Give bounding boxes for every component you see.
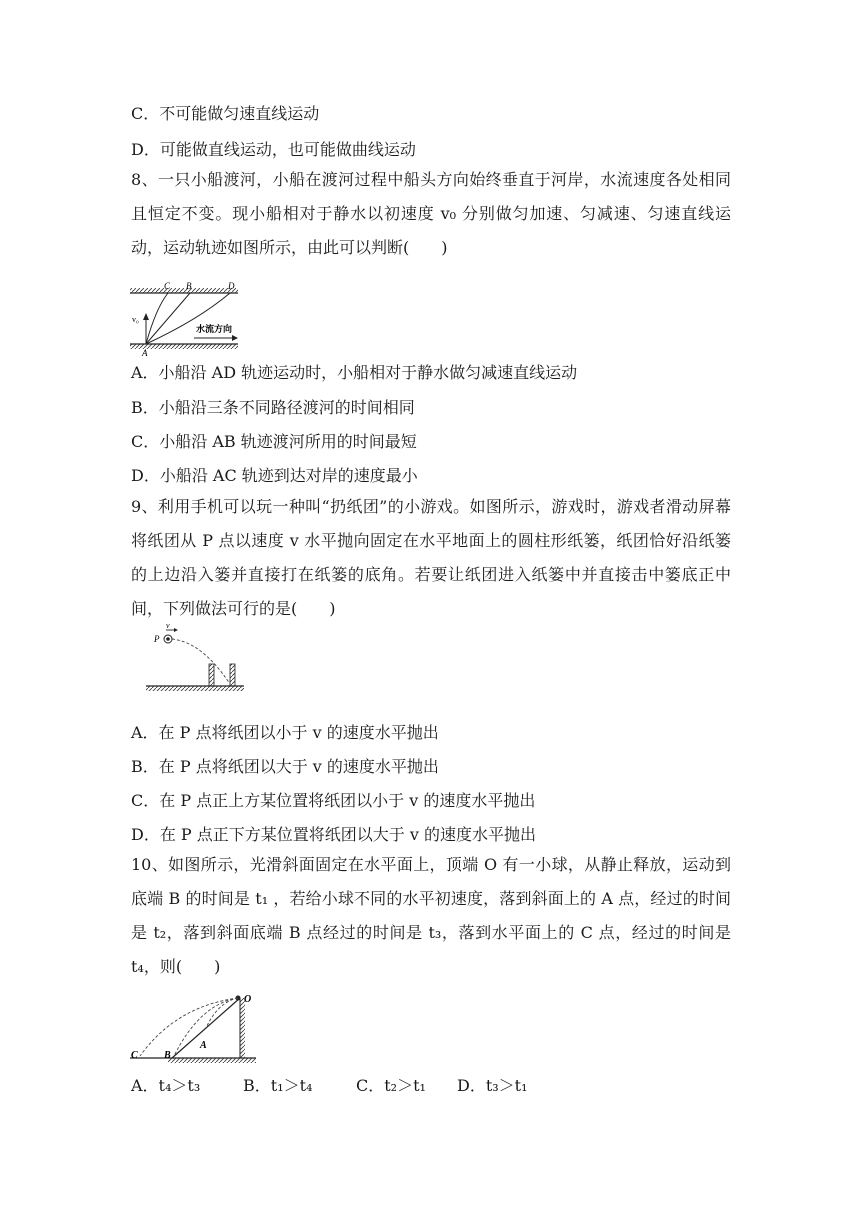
trajectory [172,639,230,684]
label-p: P [154,634,160,644]
q7-option-d: D．可能做直线运动，也可能做曲线运动 [131,140,416,159]
label-c: C [164,281,171,291]
q10-option-c: C．t₂＞t₁ [356,1076,426,1095]
q10-options-row [131,1076,528,1096]
path-ac [146,293,168,344]
label-b: B [164,1050,171,1061]
q9-option-d: D．在 P 点正下方某位置将纸团以大于 v 的速度水平抛出 [131,825,536,844]
label-a: A [142,348,148,358]
label-v: v [166,621,170,630]
basket-left-wall [209,664,214,686]
q8-option-a: A．小船沿 AD 轨迹运动时，小船相对于静水做匀减速直线运动 [131,363,578,382]
q9-option-b: B．在 P 点将纸团以大于 v 的速度水平抛出 [131,757,439,776]
far-bank [130,288,238,293]
trajectory-c [140,998,238,1056]
q10-stem: 10、如图所示，光滑斜面固定在水平面上，顶端 O 有一小球，从静止释放，运动到底端 B 的时间是 t₁ ，若给小球不同的水平初速度，落到斜面上的 A 点，经过的时间是 t₂，落到斜面底端 B 点经过的时间是 t₃，落到水平面上的 C 点，经过的时间是 t₄，则( ) [131,855,731,976]
q8-stem: 8、一只小船渡河，小船在渡河过程中船头方向始终垂直于河岸，水流速度各处相同且恒定不变。现小船相对于静水以初速度 v₀ 分别做匀加速、匀减速、匀速直线运动，运动轨迹如图所示，由此可以判断( ) [131,170,731,257]
q9-option-c: C．在 P 点正上方某位置将纸团以小于 v 的速度水平抛出 [131,791,536,810]
q8-option-c: C．小船沿 AB 轨迹渡河所用的时间最短 [131,432,417,451]
q8-river-figure [128,280,250,358]
basket-right-wall [230,664,235,686]
q9-option-a: A．在 P 点将纸团以小于 v 的速度水平抛出 [131,723,439,742]
wall [240,998,245,1058]
label-o: O [244,994,252,1005]
q8-option-b: B．小船沿三条不同路径渡河的时间相同 [131,398,415,417]
path-ad [146,293,233,344]
label-a: A [200,1040,207,1051]
q10-option-b: B．t₁＞t₄ [243,1076,313,1095]
q10-option-a: A．t₄＞t₃ [131,1076,201,1095]
label-v0: v₀ [132,315,139,324]
path-ab [146,293,190,344]
label-flow: 水流方向 [196,324,233,334]
q8-option-d: D．小船沿 AC 轨迹到达对岸的速度最小 [131,466,418,485]
label-c: C [131,1050,138,1061]
q9-paper-ball-figure [144,620,246,696]
q10-incline-figure [128,990,258,1064]
q10-option-d: D．t₃＞t₁ [457,1076,528,1095]
label-d: D [228,281,235,291]
q9-stem: 9、利用手机可以玩一种叫“扔纸团”的小游戏。如图所示，游戏时，游戏者滑动屏幕将纸团从 P 点以速度 v 水平抛向固定在水平地面上的圆柱形纸篓，纸团恰好沿纸篓的上边沿入篓并直接打在纸篓的底角。若要让纸团进入纸篓中并直接击中篓底正中间，下列做法可行的是( ) [131,497,731,618]
label-b: B [186,281,192,291]
q7-option-c: C．不可能做匀速直线运动 [131,104,320,123]
